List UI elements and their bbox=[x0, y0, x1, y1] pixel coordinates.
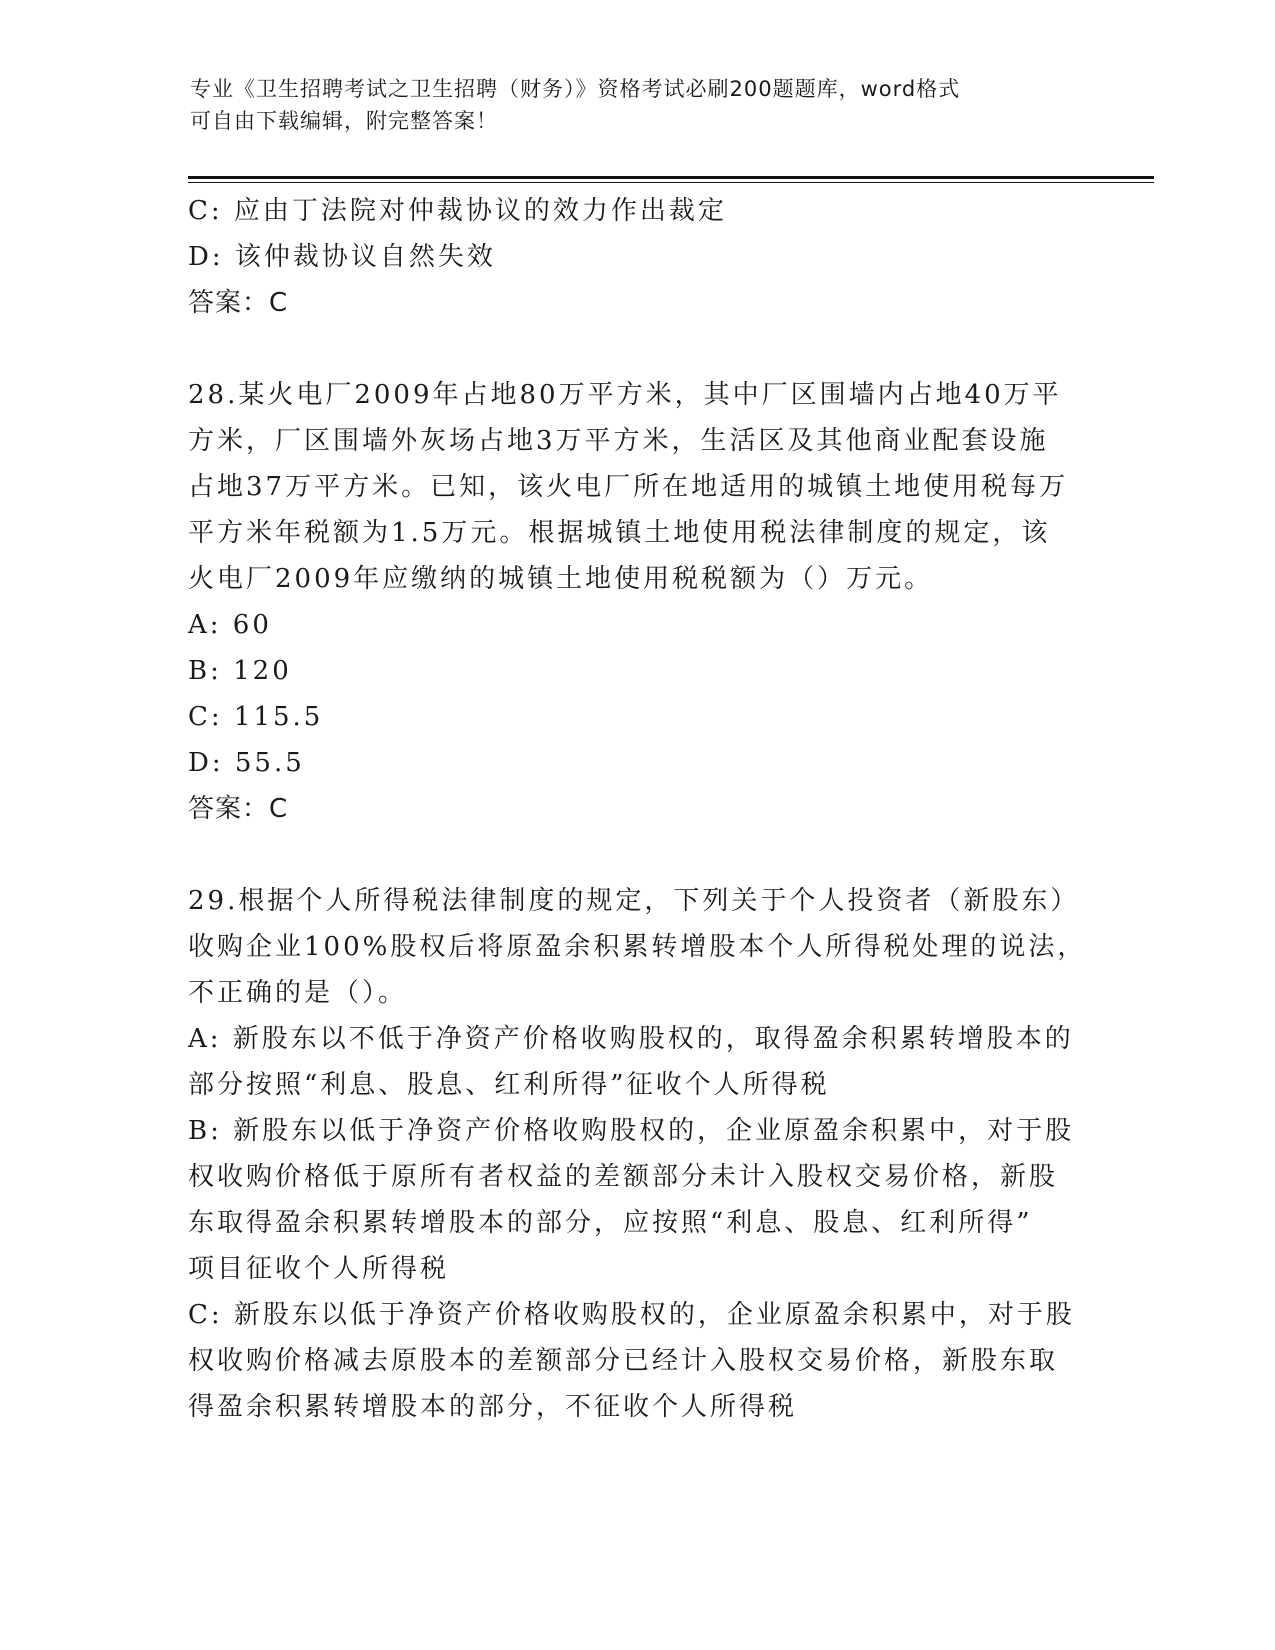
question-text-line: 平方米年税额为1.5万元。根据城镇土地使用税法律制度的规定，该 bbox=[188, 518, 1051, 548]
option-c-continued: 得盈余积累转增股本的部分，不征收个人所得税 bbox=[188, 1392, 798, 1422]
option-c: C: 新股东以低于净资产价格收购股权的，企业原盈余积累中，对于股 bbox=[188, 1300, 1075, 1330]
answer-line: 答案：C bbox=[188, 794, 289, 824]
option-b: B: 120 bbox=[188, 656, 292, 686]
question-text-line: 29.根据个人所得税法律制度的规定，下列关于个人投资者（新股东） bbox=[188, 886, 1080, 916]
option-c: C: 115.5 bbox=[188, 702, 324, 732]
header-title-line-2: 可自由下载编辑，附完整答案！ bbox=[190, 109, 498, 133]
option-c: C: 应由丁法院对仲裁协议的效力作出裁定 bbox=[188, 196, 727, 226]
question-29 bbox=[188, 878, 1088, 1430]
question-text-line: 28.某火电厂2009年占地80万平方米，其中厂区围墙内占地40万平 bbox=[188, 380, 1062, 410]
question-text-line: 方米，厂区围墙外灰场占地3万平方米，生活区及其他商业配套设施 bbox=[188, 426, 1049, 456]
question-text-line: 不正确的是（）。 bbox=[188, 978, 408, 1008]
header-divider-thick bbox=[188, 176, 1154, 179]
option-b-continued: 权收购价格低于原所有者权益的差额部分未计入股权交易价格，新股 bbox=[188, 1162, 1059, 1192]
option-a: A: 60 bbox=[188, 610, 272, 640]
question-28 bbox=[188, 372, 1088, 832]
option-a-continued: 部分按照“利息、股息、红利所得”征收个人所得税 bbox=[188, 1070, 830, 1100]
spacer bbox=[188, 326, 1088, 372]
option-d: D: 55.5 bbox=[188, 748, 305, 778]
option-a: A: 新股东以不低于净资产价格收购股权的，取得盈余积累转增股本的 bbox=[188, 1024, 1074, 1054]
header-title-line-1: 专业《卫生招聘考试之卫生招聘（财务）》资格考试必刷200题题库，word格式 bbox=[190, 77, 961, 101]
option-d: D: 该仲裁协议自然失效 bbox=[188, 242, 496, 272]
question-text-line: 收购企业100%股权后将原盈余积累转增股本个人所得税处理的说法， bbox=[188, 932, 1087, 962]
header-divider-thin bbox=[188, 182, 1154, 183]
document-header bbox=[190, 73, 1090, 137]
option-b-continued: 项目征收个人所得税 bbox=[188, 1254, 450, 1284]
question-text-line: 火电厂2009年应缴纳的城镇土地使用税税额为（）万元。 bbox=[188, 564, 934, 594]
document-body bbox=[188, 188, 1088, 1430]
answer-line: 答案：C bbox=[188, 288, 289, 318]
option-b: B: 新股东以低于净资产价格收购股权的，企业原盈余积累中，对于股 bbox=[188, 1116, 1075, 1146]
option-b-continued: 东取得盈余积累转增股本的部分，应按照“利息、股息、红利所得” bbox=[188, 1208, 1033, 1238]
previous-question-tail bbox=[188, 188, 1088, 326]
option-c-continued: 权收购价格减去原股本的差额部分已经计入股权交易价格，新股东取 bbox=[188, 1346, 1059, 1376]
question-text-line: 占地37万平方米。已知，该火电厂所在地适用的城镇土地使用税每万 bbox=[188, 472, 1069, 502]
spacer bbox=[188, 832, 1088, 878]
